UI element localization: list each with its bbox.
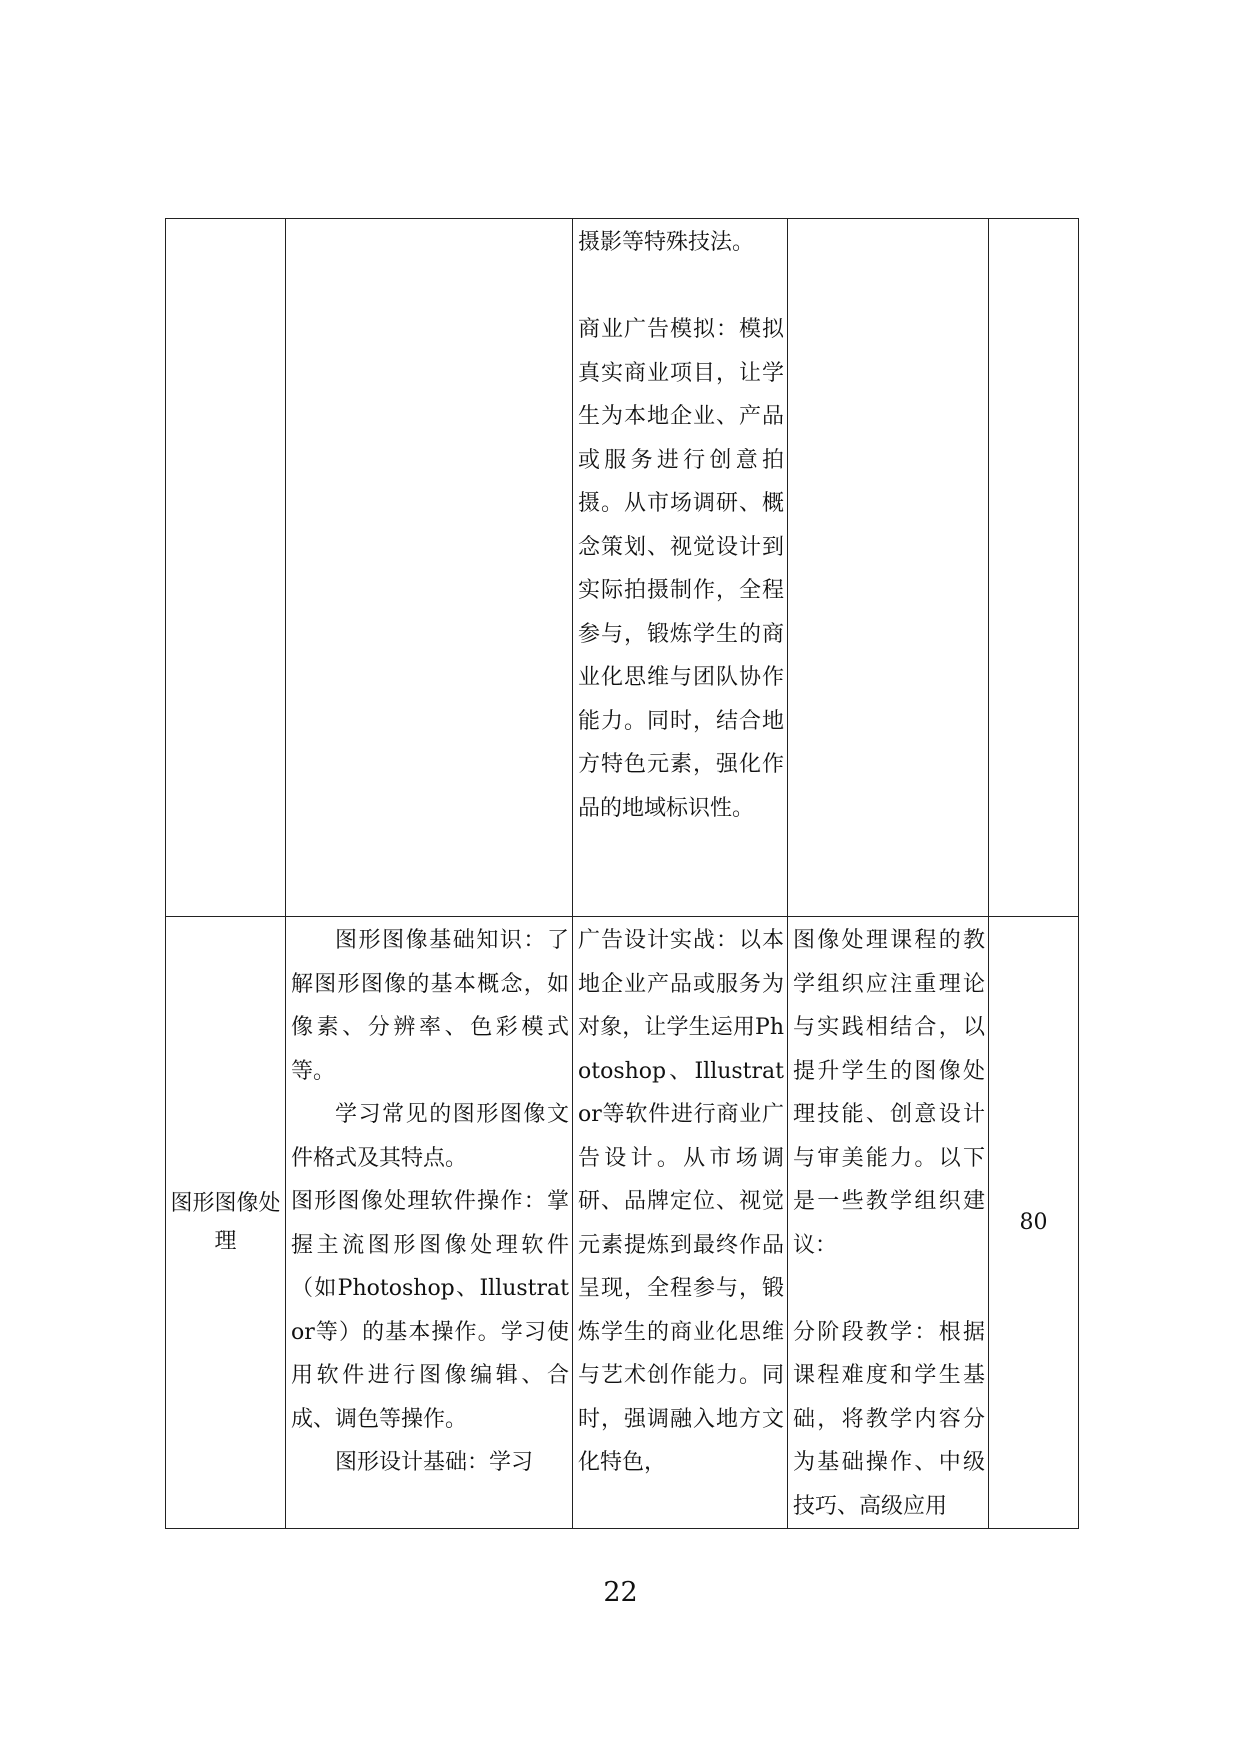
paragraph: 商业广告模拟：模拟真实商业项目，让学生为本地企业、产品或服务进行创意拍摄。从市场调研、概念策划、视觉设计到实际拍摄制作，全程参与，锻炼学生的商业化思维与团队协作能力。同时，结合地方特色元素，强化作品的地域标识性。 [578,317,784,821]
paragraph: 学习常见的图形图像文件格式及其特点。 [291,1102,569,1171]
course-name-cell [166,917,286,1529]
paragraph: 图形图像处理软件操作：掌握主流图形图像处理软件（如Photoshop、Illustrator等）的基本操作。学习使用软件进行图像编辑、合成、调色等操作。 [291,1189,569,1432]
paragraph: 图形图像基础知识：了解图形图像的基本概念，如像素、分辨率、色彩模式等。 [291,928,569,1084]
practice-content-text [573,917,787,1485]
table-row [166,219,1079,917]
course-content-cell [286,219,573,917]
teaching-suggestion-text [788,917,988,1528]
teaching-suggestion-cell [788,219,989,917]
paragraph: 图像处理课程的教学组织应注重理论与实践相结合，以提升学生的图像处理技能、创意设计与审美能力。以下是一些教学组织建议： [793,928,985,1258]
table-row [166,917,1079,1529]
practice-content-cell [573,917,788,1529]
blank-line [793,1267,985,1311]
hours-cell [989,219,1079,917]
blank-line [578,265,784,309]
hours-value: 80 [1019,1209,1048,1235]
course-name: 图形图像处理 [170,1190,281,1254]
paragraph: 摄影等特殊技法。 [578,230,755,255]
curriculum-table [165,218,1079,1529]
course-content-cell [286,917,573,1529]
paragraph: 广告设计实战：以本地企业产品或服务为对象，让学生运用Photoshop、Illustrator等软件进行商业广告设计。从市场调研、品牌定位、视觉元素提炼到最终作品呈现，全程参与，锻炼学生的商业化思维与艺术创作能力。同时，强调融入地方文化特色， [578,928,784,1475]
page-number: 22 [603,1577,638,1608]
teaching-suggestion-cell [788,917,989,1529]
paragraph: 图形设计基础：学习 [335,1450,534,1475]
practice-content-cell [573,219,788,917]
course-name-cell [166,219,286,917]
paragraph: 分阶段教学：根据课程难度和学生基础，将教学内容分为基础操作、中级技巧、高级应用 [793,1319,985,1519]
hours-cell [989,917,1079,1529]
practice-content-text [573,219,787,830]
course-content-text [286,917,572,1485]
